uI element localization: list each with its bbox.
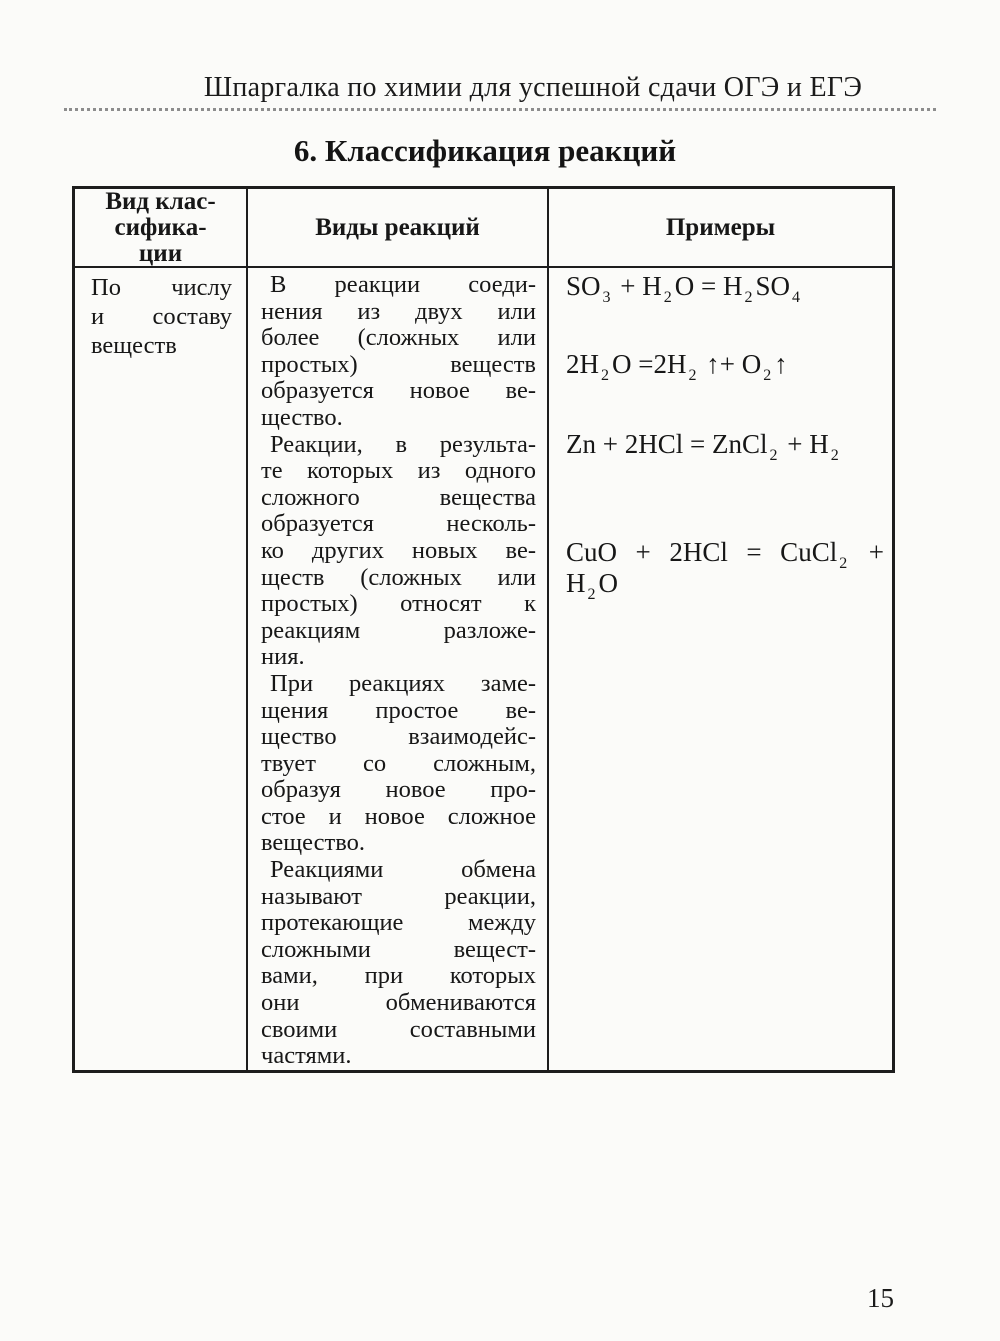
- running-head: Шпаргалка по химии для успешной сдачи ОГЭ и ЕГЭ: [203, 72, 863, 103]
- header-label-kinds: Виды реакций: [315, 213, 480, 241]
- header-cell-reaction-kinds: [248, 189, 549, 268]
- chemical-formula-exchange: CuO + 2HCl = CuCl $_2$ + H $_2$ O: [566, 537, 884, 603]
- chemical-formula-substitution: Zn + 2HCl = ZnCl $_2$ + H $_2$: [566, 429, 839, 464]
- paragraph-combination-reaction: В реакции соеди- нения из двух или более (сложных или простых) веществ образуется новое ве- щество.: [261, 271, 536, 431]
- body-cell-examples: [549, 268, 892, 1070]
- body-cell-classification: По числу и составу веществ: [75, 268, 248, 1070]
- dotted-divider: [64, 108, 936, 111]
- classification-table: [72, 186, 895, 1073]
- header-label-examples: Примеры: [665, 213, 776, 241]
- chemical-formula-combination: SO $_3$ + H $_2$ O = H $_2$ SO $_4$: [566, 271, 800, 306]
- paragraph-exchange-reaction: Реакциями обмена называют реакции, протекающие между сложными вещест- вами, при которых они обмениваются своими составными частями.: [261, 856, 536, 1070]
- paragraph-decomposition-reaction: Реакции, в результа- те которых из одного сложного вещества образуется несколь- ко других новых ве- ществ (сложных или простых) относят к реакциям разложе- ния.: [261, 430, 536, 671]
- header-cell-examples: [549, 189, 892, 268]
- header-cell-classification: Вид клас- сифика- ции: [75, 189, 248, 268]
- body-cell-reaction-kinds: [248, 268, 549, 1070]
- chemical-formula-decomposition: 2H $_2$ O =2H $_2$ ↑+ O $_2$ ↑: [566, 349, 788, 384]
- section-title: 6. Классификация реакций: [293, 133, 677, 168]
- page-number: 15: [867, 1283, 894, 1313]
- paragraph-substitution-reaction: При реакциях заме- щения простое ве- щество взаимодейс- твует со сложным, образуя новое про- стое и новое сложное вещество.: [261, 669, 536, 857]
